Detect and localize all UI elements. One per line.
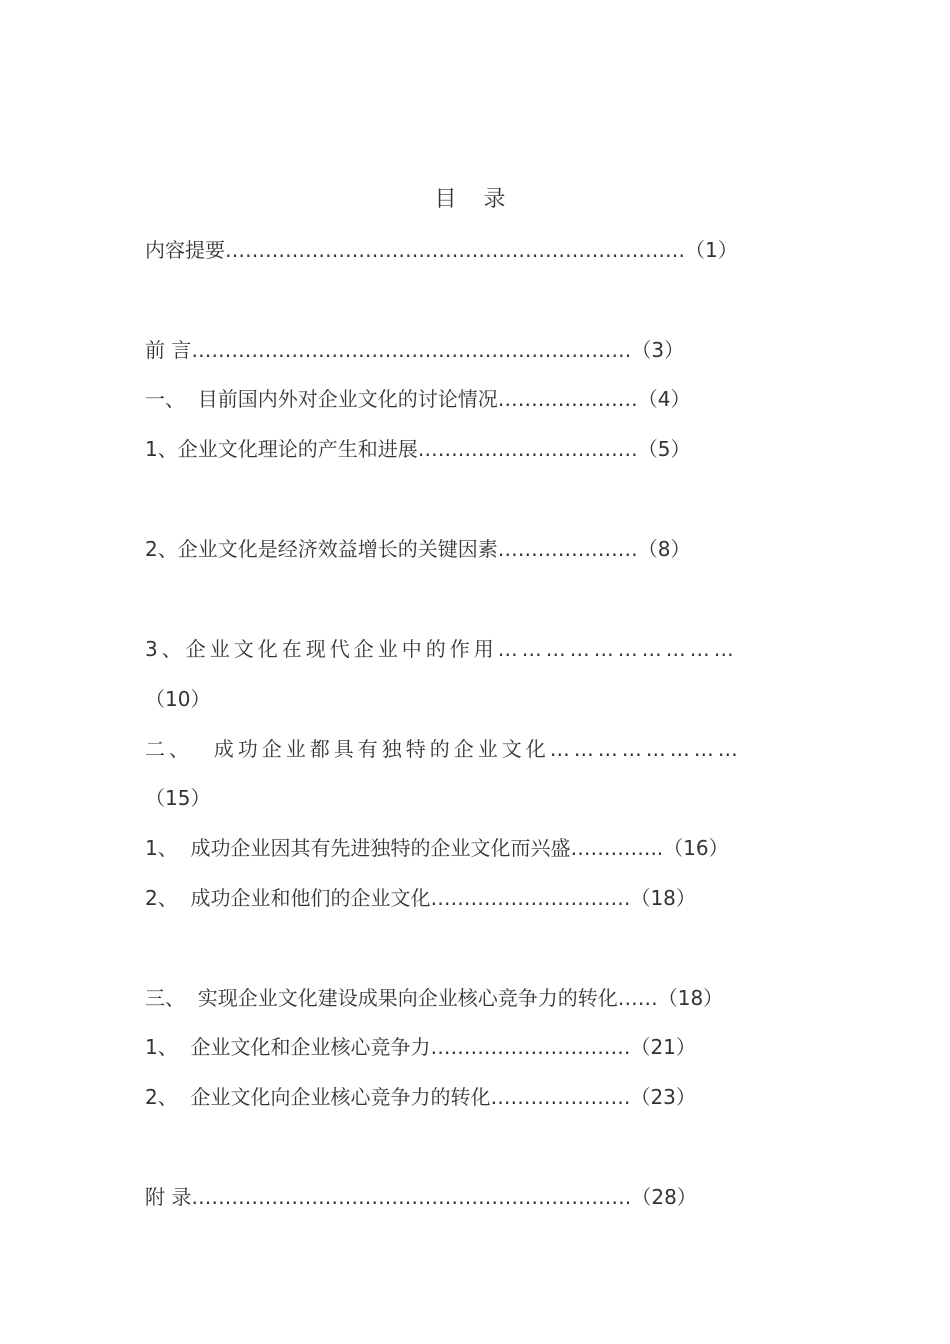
toc-entry-appendix: 附 录…………………………………………………………（28） xyxy=(145,1185,697,1209)
toc-entry-1-2: 2、企业文化是经济效益增长的关键因素…………………（8） xyxy=(145,537,691,561)
toc-entry-3-1: 1、 企业文化和企业核心竞争力…………………………（21） xyxy=(145,1035,696,1059)
toc-entry-1-1: 1、企业文化理论的产生和进展……………………………（5） xyxy=(145,437,691,461)
toc-entry-3-2: 2、 企业文化向企业核心竞争力的转化…………………（23） xyxy=(145,1085,696,1109)
toc-entry-2-1: 1、 成功企业因其有先进独特的企业文化而兴盛…………..（16） xyxy=(145,836,729,860)
toc-entry-1-3-page: （10） xyxy=(145,687,211,711)
toc-entry-chapter-2: 二、 成功企业都具有独特的企业文化…………………… xyxy=(145,737,742,761)
toc-entry-chapter-2-page: （15） xyxy=(145,786,211,810)
toc-entry-1-3: 3、企业文化在现代企业中的作用………………………… xyxy=(145,637,738,661)
toc-entry-2-2: 2、 成功企业和他们的企业文化…………………………（18） xyxy=(145,886,696,910)
toc-entry-preface: 前 言…………………………………………………………（3） xyxy=(145,338,685,362)
toc-title: 目 录 xyxy=(434,187,516,212)
toc-entry-chapter-1: 一、 目前国内外对企业文化的讨论情况…………………（4） xyxy=(145,387,691,411)
toc-entry-chapter-3: 三、 实现企业文化建设成果向企业核心竞争力的转化……（18） xyxy=(145,986,724,1010)
toc-entry-abstract: 内容提要……………………………………………………………（1） xyxy=(145,238,738,262)
